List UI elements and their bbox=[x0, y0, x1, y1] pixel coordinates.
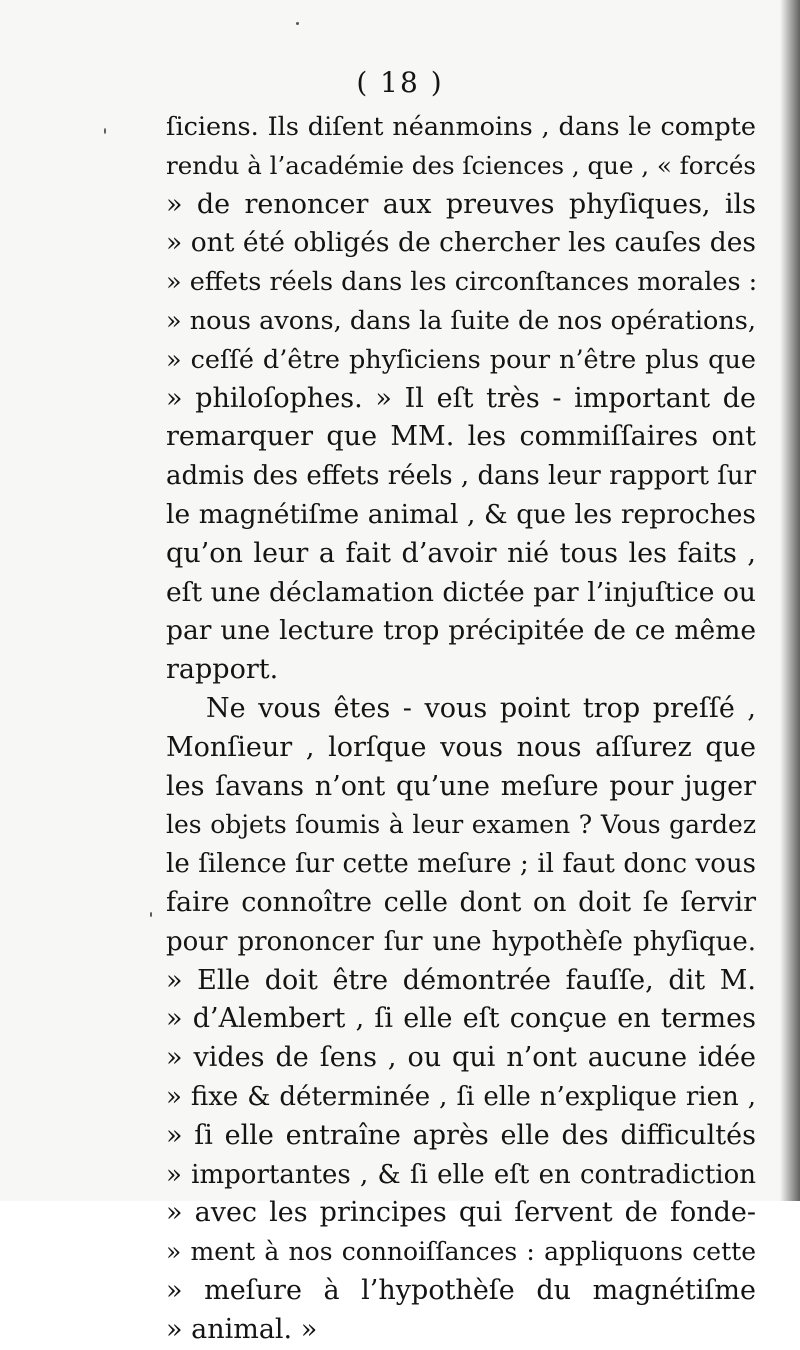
text-line: le magnétiſme animal , & que les reproches bbox=[166, 498, 756, 530]
page-number: ( 18 ) bbox=[356, 66, 444, 99]
text-line: » effets réels dans les circonſtances morales : bbox=[166, 267, 758, 298]
text-line: par une lecture trop précipitée de ce même bbox=[166, 615, 756, 647]
text-line: » avec les principes qui ſervent de fonde- bbox=[166, 1197, 756, 1229]
text-line: » meſure à l’hypothèſe du magnétiſme bbox=[166, 1274, 756, 1306]
text-line: admis des effets réels , dans leur rapport ſur bbox=[166, 461, 756, 492]
text-line: » vides de ſens , ou qui n’ont aucune idée bbox=[166, 1042, 756, 1074]
text-line: » ment à nos connoiſſances : appliquons cette bbox=[166, 1237, 756, 1267]
text-line: » ont été obligés de chercher les cauſes des bbox=[166, 227, 756, 259]
text-line: » fixe & déterminée , ſi elle n’explique rien , bbox=[166, 1081, 756, 1112]
paper-speck bbox=[104, 128, 106, 134]
text-line: ſiciens. Ils diſent néanmoins , dans le compte bbox=[166, 112, 756, 142]
text-line: » ſi elle entraîne après elle des difficultés bbox=[166, 1119, 756, 1151]
text-line: Monſieur , lorſque vous nous aſſurez que bbox=[166, 731, 756, 763]
text-line: rendu à l’académie des ſciences , que , « forcés bbox=[166, 150, 756, 180]
text-line: » philoſophes. » Il eſt très - important de bbox=[166, 382, 756, 414]
text-line: les ſavans n’ont qu’une meſure pour juger bbox=[166, 770, 756, 802]
text-line: » ceſſé d’être phyſiciens pour n’être plus que bbox=[166, 344, 756, 375]
text-line: » Elle doit être démontrée fauſſe, dit M. bbox=[166, 964, 756, 996]
paragraph-start-line: Ne vous êtes - vous point trop preſſé , bbox=[206, 692, 756, 724]
text-line: » importantes , & ſi elle eſt en contradiction bbox=[166, 1159, 756, 1190]
text-line: » nous avons, dans la ſuite de nos opérations, bbox=[166, 305, 756, 336]
paragraph-end-line: rapport. bbox=[166, 654, 279, 686]
text-line: faire connoître celle dont on doit ſe ſervir bbox=[166, 886, 756, 918]
text-line: » de renoncer aux preuves phyſiques, ils bbox=[166, 188, 756, 220]
text-line: » d’Alembert , ſi elle eſt conçue en termes bbox=[166, 1003, 756, 1035]
text-line: remarquer que MM. les commiſſaires ont bbox=[166, 421, 756, 453]
text-line: le ſilence ſur cette meſure ; il faut donc vous bbox=[166, 849, 756, 880]
text-line: les objets ſoumis à leur examen ? Vous gardez bbox=[166, 810, 756, 840]
page-edge-shadow bbox=[780, 0, 800, 1201]
paragraph-end-line: » animal. » bbox=[166, 1313, 318, 1345]
text-line: eſt une déclamation dictée par l’injuſtice ou bbox=[166, 576, 756, 608]
paper-speck bbox=[150, 912, 152, 917]
text-line: pour prononcer ſur une hypothèſe phyſique. bbox=[166, 926, 756, 957]
body-text bbox=[166, 108, 756, 1350]
paper-speck bbox=[296, 22, 299, 25]
text-line: qu’on leur a fait d’avoir nié tous les faits , bbox=[166, 537, 756, 569]
